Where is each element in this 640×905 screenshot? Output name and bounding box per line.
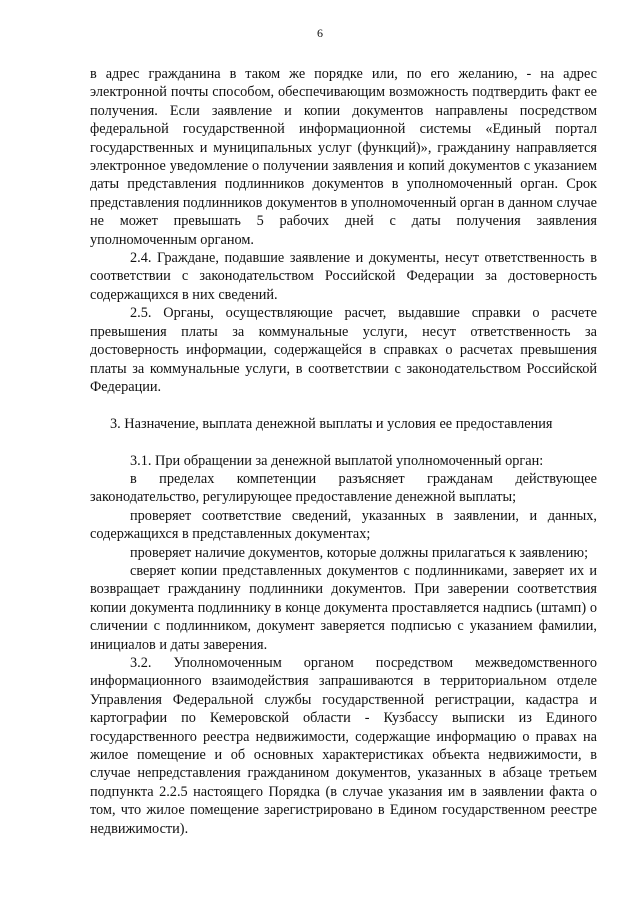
section-3-heading: 3. Назначение, выплата денежной выплаты и условия ее предоставления	[110, 415, 553, 432]
paragraph-3-1-item-compare-copies: сверяет копии представленных документов с подлинниками, заверяет их и возвращает гражданину подлинники документов. При заверении соответствия копии документа подлиннику в конце документа проставляется надпись (штамп) о сличении с подлинником, документ заверяется подписью с указанием фамилии, инициалов и даты заверения.	[90, 562, 597, 653]
paragraph-3-1: 3.1. При обращении за денежной выплатой уполномоченный орган:	[130, 452, 544, 469]
paragraph-3-1-item-check-docs: проверяет наличие документов, которые должны прилагаться к заявлению;	[130, 544, 589, 561]
paragraph-continuation: в адрес гражданина в таком же порядке или, по его желанию, - на адрес электронной почты способом, обеспечивающим возможность подтвердить факт ее получения. Если заявление и копии документов направлены посредством федеральной государственной информационной системы «Единый портал государственных и муниципальных услуг (функций)», гражданину направляется электронное уведомление о получении заявления и копий документов с указанием даты представления подлинников документов в уполномоченный орган. Срок представления подлинников документов в уполномоченный орган в данном случае не может превышать 5 рабочих дней с даты получения заявления уполномоченным органом.	[90, 66, 597, 248]
paragraph-2-5: 2.5. Органы, осуществляющие расчет, выдавшие справки о расчете превышения платы за коммунальные услуги, несут ответственность за достоверность информации, содержащейся в справках о расчетах превышения платы за коммунальные услуги, в соответствии с законодательством Российской Федерации.	[90, 305, 597, 395]
page-number: 6	[317, 26, 323, 40]
paragraph-3-1-item-explain: в пределах компетенции разъясняет гражданам действующее законодательство, регулирующее предоставление денежной выплаты;	[90, 470, 597, 506]
paragraph-3-2: 3.2. Уполномоченным органом посредством межведомственного информационного взаимодействия запрашиваются в территориальном отделе Управления Федеральной службы государственной регистрации, кадастра и картографии по Кемеровской области - Кузбассу выписки из Единого государственного реестра недвижимости, содержащие информацию о правах на жилое помещение и об основных характеристиках объекта недвижимости, в случае непредставления гражданином документов, указанных в абзаце третьем подпункта 2.2.5 настоящего Порядка (в случае указания им в заявлении факта о том, что жилое помещение зарегистрировано в Едином государственном реестре недвижимости).	[90, 654, 597, 837]
spacer	[90, 433, 597, 451]
spacer	[90, 396, 597, 414]
document-body	[90, 65, 597, 838]
paragraph-3-1-item-verify-info: проверяет соответствие сведений, указанных в заявлении, и данных, содержащихся в представленных документах;	[90, 507, 597, 543]
paragraph-2-4: 2.4. Граждане, подавшие заявление и документы, несут ответственность в соответствии с законодательством Российской Федерации за достоверность содержащихся в них сведений.	[90, 250, 597, 303]
